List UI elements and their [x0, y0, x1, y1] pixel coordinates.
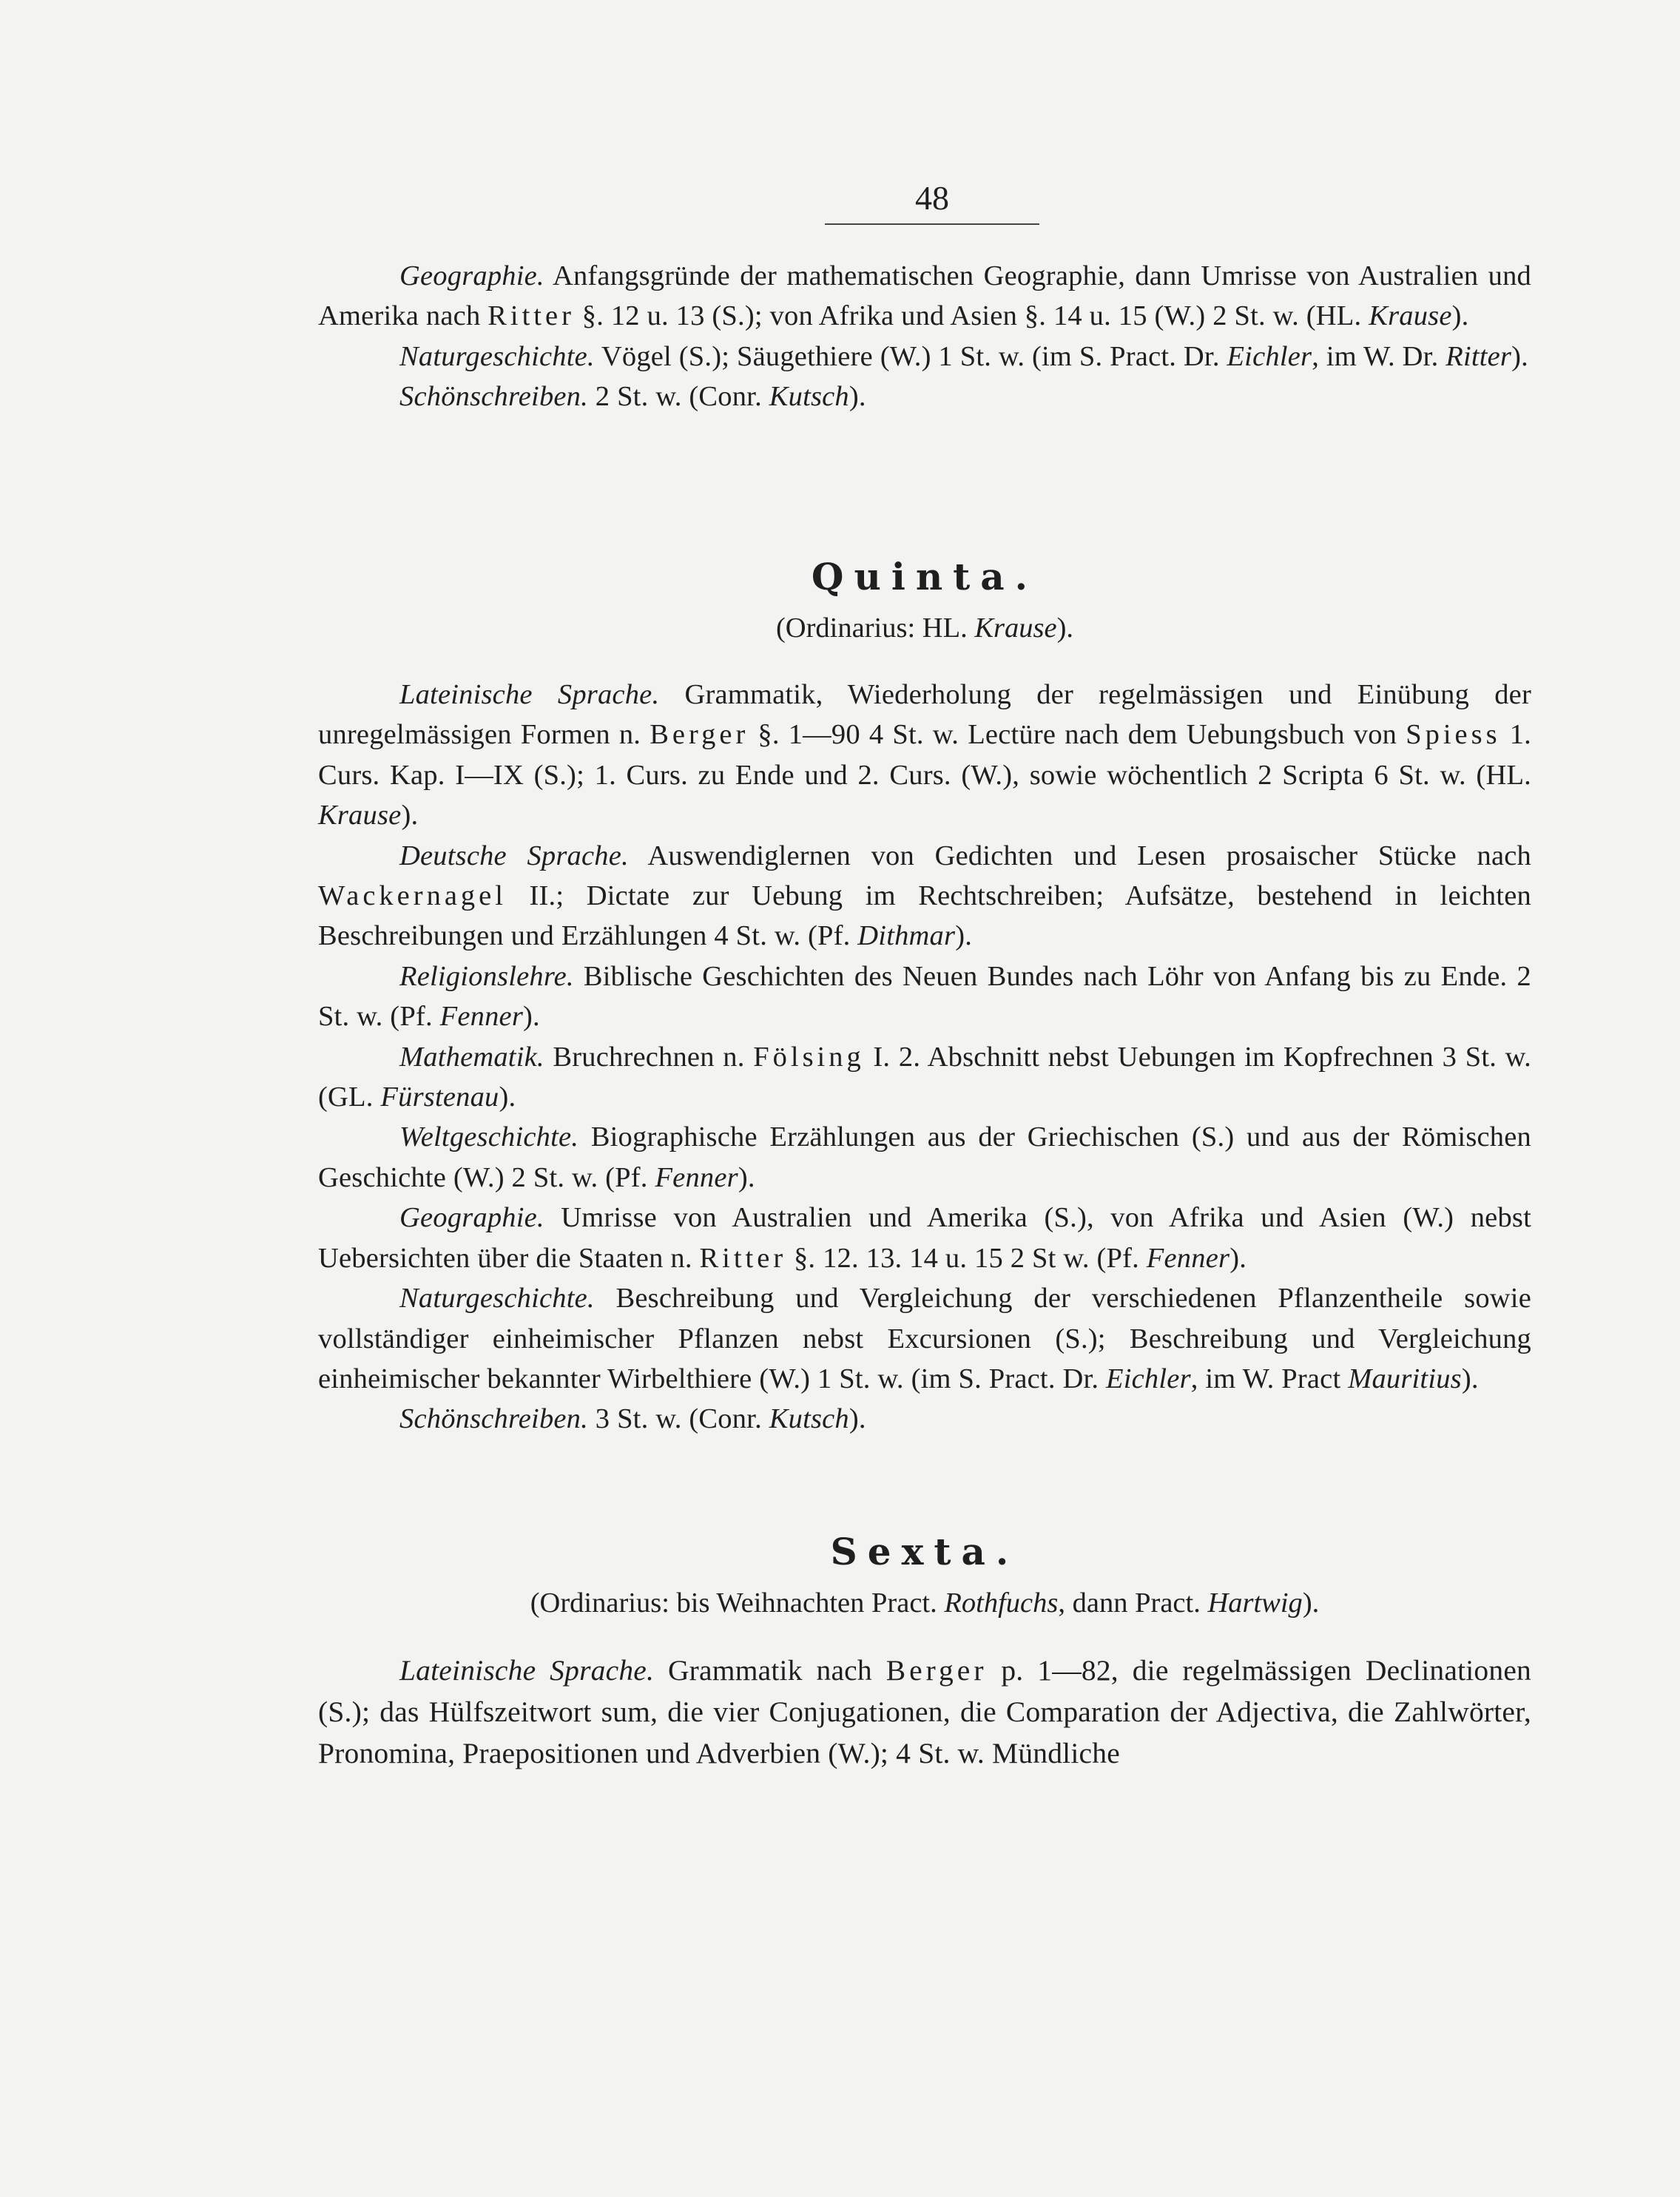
header-rule — [825, 223, 1039, 225]
section-heading-sexta: Sexta. — [830, 1530, 1019, 1573]
subject-paragraph: Religionslehre. Biblische Geschichten des Neuen Bundes nach Löhr von Anfang bis zu Ende. 2 St. w. (Pf. Fenner). — [318, 960, 1531, 1033]
subject-paragraph: Weltgeschichte. Biographische Erzählungen aus der Griechischen (S.) und aus der Römischen Geschichte (W.) 2 St. w. (Pf. Fenner). — [318, 1121, 1531, 1193]
sexta-curriculum — [318, 1650, 1531, 1774]
section-heading-quinta: Quinta. — [811, 555, 1039, 598]
ordinarius-sexta: (Ordinarius: bis Weihnachten Pract. Rothfuchs, dann Pract. Hartwig). — [530, 1587, 1320, 1619]
subject-paragraph: Deutsche Sprache. Auswendiglernen von Gedichten und Lesen prosaischer Stücke nach Wackernagel II.; Dictate zur Uebung im Rechtschreiben; Aufsätze, bestehend in leichten Beschreibungen und Erzählungen 4 St. w. (Pf. Dithmar). — [318, 840, 1531, 952]
quinta-curriculum — [318, 675, 1531, 1440]
subject-paragraph: Geographie. Umrisse von Australien und Amerika (S.), von Afrika und Asien (W.) nebst Uebersichten über die Staaten n. Ritter §. 12. 13. 14 u. 15 2 St w. (Pf. Fenner). — [318, 1202, 1531, 1274]
previous-class-continuation — [318, 256, 1531, 417]
subject-paragraph: Schönschreiben. 3 St. w. (Conr. Kutsch). — [399, 1403, 866, 1435]
subject-paragraph: Lateinische Sprache. Grammatik nach Berger p. 1—82, die regelmässigen Declinationen (S.); das Hülfszeitwort sum, die vier Conjugationen, die Comparation der Adjectiva, die Zahlwörter, Pronomina, Praepositionen und Adverbien (W.); 4 St. w. Mündliche — [318, 1654, 1532, 1769]
subject-paragraph: Naturgeschichte. Vögel (S.); Säugethiere (W.) 1 St. w. (im S. Pract. Dr. Eichler, im W. Dr. Ritter). — [399, 340, 1528, 372]
ordinarius-quinta: (Ordinarius: HL. Krause). — [775, 612, 1074, 644]
subject-paragraph: Mathematik. Bruchrechnen n. Fölsing I. 2. Abschnitt nebst Uebungen im Kopfrechnen 3 St. w. (GL. Fürstenau). — [318, 1041, 1532, 1113]
subject-paragraph: Schönschreiben. 2 St. w. (Conr. Kutsch). — [399, 381, 866, 413]
subject-paragraph: Lateinische Sprache. Grammatik, Wiederholung der regelmässigen und Einübung der unregelmässigen Formen n. Berger §. 1—90 4 St. w. Lectüre nach dem Uebungsbuch von Spiess 1. Curs. Kap. I—IX (S.); 1. Curs. zu Ende und 2. Curs. (W.), sowie wöchentlich 2 Scripta 6 St. w. (HL. Krause). — [318, 679, 1531, 831]
subject-paragraph: Geographie. Anfangsgründe der mathematischen Geographie, dann Umrisse von Australien und Amerika nach Ritter §. 12 u. 13 (S.); von Afrika und Asien §. 14 u. 15 (W.) 2 St. w. (HL. Krause). — [318, 260, 1531, 332]
subject-paragraph: Naturgeschichte. Beschreibung und Vergleichung der verschiedenen Pflanzentheile sowie vollständiger einheimischer Pflanzen nebst Excursionen (S.); Beschreibung und Vergleichung einheimischer bekannter Wirbelthiere (W.) 1 St. w. (im S. Pract. Dr. Eichler, im W. Pract Mauritius). — [318, 1283, 1531, 1394]
page-number: 48 — [915, 179, 949, 217]
